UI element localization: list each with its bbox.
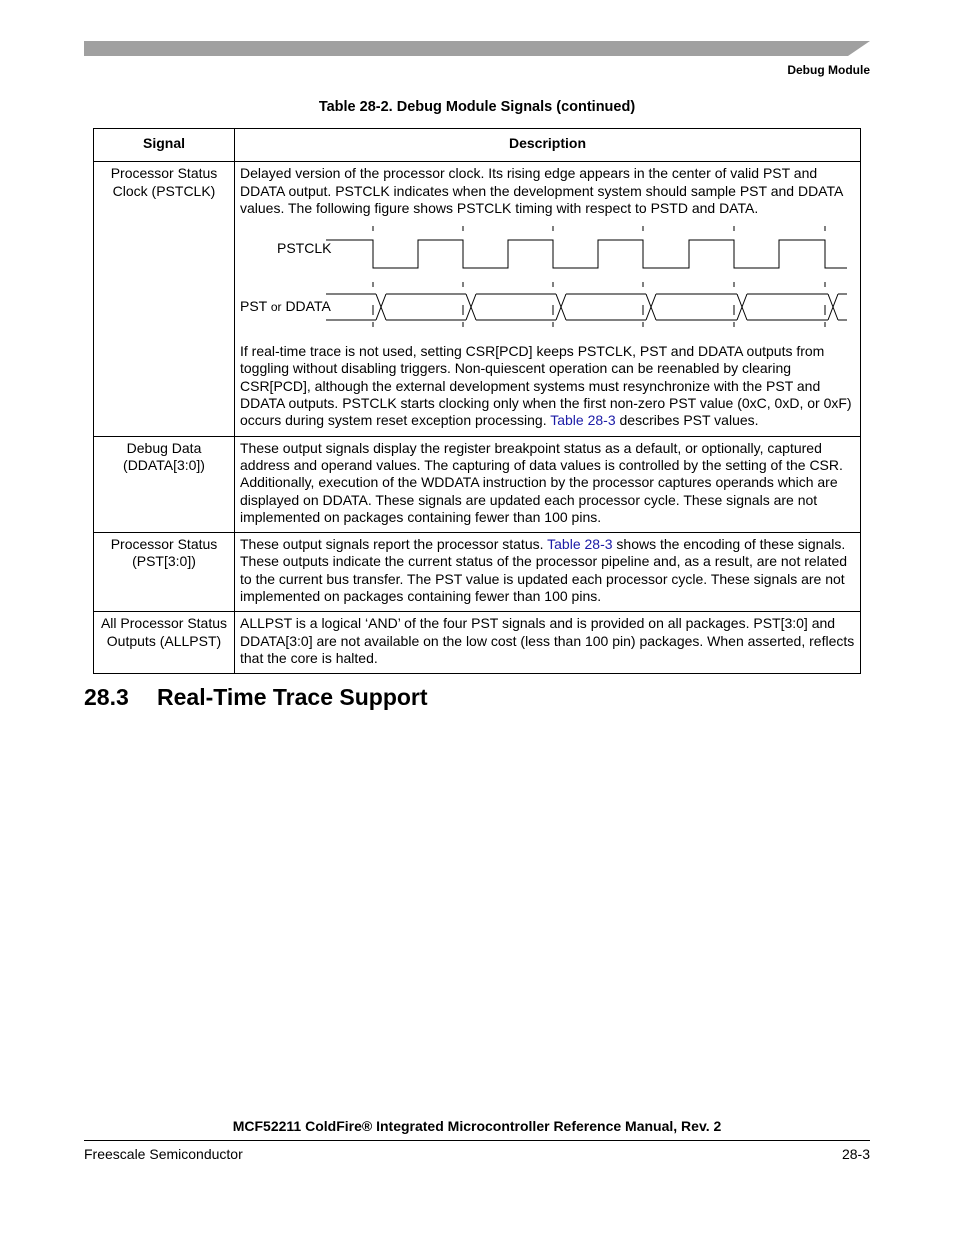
footer-company: Freescale Semiconductor (84, 1146, 243, 1162)
signal-name: (DDATA[3:0]) (123, 456, 205, 473)
description-text (240, 343, 856, 429)
footer-document-title: MCF52211 ColdFire® Integrated Microcontroller Reference Manual, Rev. 2 (232, 1118, 722, 1134)
description-text-part: These output signals report the processor status. (240, 536, 544, 553)
description-cell (235, 533, 861, 612)
signal-column-header: Signal (94, 129, 235, 162)
section-number: 28.3 (84, 684, 129, 710)
running-head: Debug Module (787, 63, 870, 77)
description-cell: ALLPST is a logical ‘AND’ of the four PST signals and is provided on all packages. PST[3:0] and DDATA[3:0] are not available on the low cost (less than 100 pin) packages. When asserted, reflects that the core is halted. (235, 612, 861, 674)
signal-name: Processor Status (110, 536, 218, 553)
section-title: Real-Time Trace Support (157, 684, 428, 710)
description-cell: These output signals display the register breakpoint status as a default, or optionally, captured address and operand values. The capturing of data values is controlled by the setting of the CSR. Additionally, execution of the WDDATA instruction by the processor captures operands which are displayed on DDATA. These signals are updated each processor cycle. These signals are not implemented on packages containing fewer than 100 pins. (235, 436, 861, 532)
signal-name: All Processor Status (100, 615, 228, 632)
pst-label: PST (240, 298, 267, 315)
table-row (94, 162, 861, 436)
description-text: Delayed version of the processor clock. Its rising edge appears in the center of valid PST and DDATA output. PSTCLK indicates when the development system should sample PST and DDATA values. The following figure shows PSTCLK timing with respect to PSTD and DATA. (240, 165, 843, 216)
signal-name: (PST[3:0]) (132, 553, 196, 570)
ddata-label: DDATA (285, 298, 331, 315)
table-caption: Table 28-2. Debug Module Signals (continued) (318, 99, 636, 115)
table-28-3-link[interactable]: Table 28-3 (550, 412, 616, 429)
signal-name: Outputs (ALLPST) (106, 632, 222, 649)
header-banner (84, 41, 870, 56)
signal-name: Processor Status (110, 165, 218, 182)
table-row (94, 533, 861, 612)
signal-cell (94, 612, 235, 674)
signal-name: Debug Data (126, 439, 202, 456)
section-heading (84, 684, 428, 711)
debug-signals-table (93, 128, 861, 674)
signal-cell (94, 436, 235, 532)
table-header-row (94, 129, 861, 162)
signal-cell (94, 162, 235, 436)
signal-name: Clock (PSTCLK) (112, 182, 216, 199)
footer-divider (84, 1140, 870, 1141)
description-column-header: Description (235, 129, 861, 162)
pst-ddata-label (240, 298, 331, 314)
description-text-part: shows the encoding of these signals. These outputs indicate the current status of the processor pipeline and, as a result, are not related to the current bus transfer. The PST value is updated each processor cycle. These signals are not implemented on packages containing fewer than 100 pins. (240, 536, 848, 605)
table-row (94, 612, 861, 674)
pstclk-timing-diagram (240, 219, 852, 339)
or-label: or (270, 300, 282, 315)
table-row (94, 436, 861, 532)
page-number: 28-3 (841, 1146, 870, 1162)
pstclk-label: PSTCLK (277, 240, 332, 257)
table-28-3-link[interactable]: Table 28-3 (547, 536, 613, 553)
pstclk-waveform (326, 240, 847, 268)
signal-cell (94, 533, 235, 612)
description-text-part: If real-time trace is not used, setting CSR[PCD] keeps PSTCLK, PST and DDATA outputs from toggling without disabling triggers. Non-quiescent operation can be reenabled by clearing CSR[PCD], although the external development systems must resynchronize with the PST and DDATA outputs. PSTCLK starts clocking only when the first non-zero PST value (0xC, 0xD, or 0xF) occurs during system reset exception processing. (240, 343, 852, 429)
description-text-part: describes PST values. (619, 412, 759, 429)
description-cell (235, 162, 861, 436)
pst-ddata-waveform (326, 294, 847, 320)
